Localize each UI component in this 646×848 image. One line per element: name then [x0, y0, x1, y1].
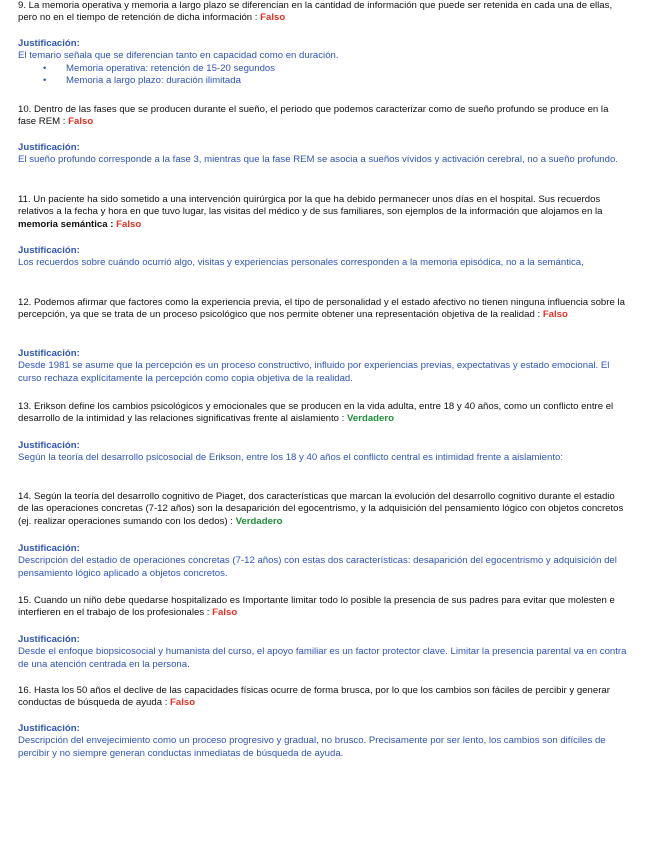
justification-text: Según la teoría del desarrollo psicosocial de Erikson, entre los 18 y 40 años el conflicto central es intimidad frente a aislamiento: — [18, 452, 564, 464]
question-text: 13. Erikson define los cambios psicológicos y emocionales que se producen en la vida adulta, entre 18 y 40 años, como un conflicto entre el desarrollo de la intimidad y las relaciones significativas frente al aislamiento : Verdadero — [18, 401, 614, 425]
justification-15 — [18, 634, 628, 671]
justification-heading: Justificación: — [18, 723, 80, 734]
answer-true: Verdadero — [347, 413, 394, 425]
justification-text: Descripción del envejecimiento como un proceso progresivo y gradual, no brusco. Precisamente por ser lento, los cambios son difíciles de percibir y no siempre generan conductas inmediatas de búsqueda de ayuda. — [18, 735, 606, 759]
justification-14 — [18, 543, 628, 580]
question-text: 16. Hasta los 50 años el declive de las capacidades físicas ocurre de forma brusca, por lo que los cambios son fáciles de percibir y generar conductas de búsqueda de ayuda : Falso — [18, 685, 610, 709]
answer-false: Falso — [170, 697, 196, 709]
question-text: 14. Según la teoría del desarrollo cognitivo de Piaget, dos características que marcan la evolución del desarrollo cognitivo durante el estadio de las operaciones concretas (7-12 años) son la desaparición del egocentrismo, y la adquisición del pensamiento lógico con objetos concretos (ej. realizar operaciones sumando con los dedos) : Verdadero — [18, 491, 624, 527]
question-14 — [18, 491, 628, 528]
justification-heading: Justificación: — [18, 38, 80, 49]
emphasized-term: memoria semántica : — [18, 218, 114, 230]
question-text: 9. La memoria operativa y memoria a largo plazo se diferencian en la cantidad de información que puede ser retenida en cada una de ellas, pero no en el tiempo de retención de dicha información : Falso — [18, 0, 613, 24]
question-text: 15. Cuando un niño debe quedarse hospitalizado es Importante limitar todo lo posible la presencia de sus padres para evitar que molesten e interfieren en el trabajo de los profesionales : Falso — [18, 595, 615, 619]
justification-text: Los recuerdos sobre cuándo ocurrió algo, visitas y experiencias personales corresponden a la memoria episódica, no a la semántica, — [18, 257, 584, 269]
question-13 — [18, 401, 628, 426]
justification-16 — [18, 723, 628, 760]
question-12 — [18, 297, 628, 322]
justification-heading: Justificación: — [18, 142, 80, 153]
justification-text: El temario señala que se diferencian tanto en capacidad como en duración. — [18, 50, 339, 62]
question-text: 11. Un paciente ha sido sometido a una intervención quirúrgica por la que ha debido permanecer unos días en el hospital. Sus recuerdos relativos a la fecha y hora en que tuvo lugar, las visitas del médico y de sus familiares, son ejemplos de la información que alojamos en la memoria semántica : Falso — [18, 194, 603, 230]
justification-bullets — [18, 63, 628, 88]
answer-false: Falso — [260, 12, 286, 24]
answer-false: Falso — [116, 218, 142, 230]
answer-true: Verdadero — [235, 515, 283, 527]
question-16 — [18, 685, 628, 710]
justification-text: Descripción del estadio de operaciones concretas (7-12 años) con estas dos características: desaparición del egocentrismo y adquisición del pensamiento lógico aplicado a objetos concretos. — [18, 555, 617, 579]
justification-text: El sueño profundo corresponde a la fase 3, mientras que la fase REM se asocia a sueños vívidos y activación cerebral, no a sueño profundo. — [18, 154, 618, 166]
justification-heading: Justificación: — [18, 634, 80, 645]
justification-13 — [18, 440, 628, 465]
justification-12 — [18, 348, 628, 385]
bullet-item: • Memoria a largo plazo: duración ilimitada — [43, 75, 241, 87]
question-15 — [18, 595, 628, 620]
bullet-item: • Memoria operativa: retención de 15-20 segundos — [43, 62, 276, 74]
question-text: 12. Podemos afirmar que factores como la experiencia previa, el tipo de personalidad y el estado afectivo no tienen ninguna influencia sobre la percepción, ya que se trata de un proceso psicológico que nos permite obtener una representación objetiva de la realidad : Falso — [18, 297, 625, 321]
justification-text: Desde 1981 se asume que la percepción es un proceso constructivo, influido por experiencias previas, expectativas y estado emocional. El curso rechaza explícitamente la percepción como copia objetiva de la realidad. — [18, 360, 610, 384]
question-11 — [18, 194, 628, 231]
question-10 — [18, 104, 628, 129]
answer-false: Falso — [542, 309, 568, 321]
justification-text: Desde el enfoque biopsicosocial y humanista del curso, el apoyo familiar es un factor protector clave. Limitar la presencia parental va en contra de una atención centrada en la persona. — [18, 646, 627, 670]
question-9 — [18, 0, 628, 25]
justification-heading: Justificación: — [18, 245, 80, 256]
justification-heading: Justificación: — [18, 440, 80, 451]
answer-false: Falso — [68, 116, 94, 128]
justification-11 — [18, 245, 628, 270]
justification-heading: Justificación: — [18, 348, 80, 359]
justification-10 — [18, 142, 628, 167]
justification-9 — [18, 38, 628, 88]
question-text: 10. Dentro de las fases que se producen durante el sueño, el periodo que podemos caracterizar como de sueño profundo se produce en la fase REM : Falso — [18, 104, 609, 128]
answer-false: Falso — [212, 607, 238, 619]
justification-heading: Justificación: — [18, 543, 80, 554]
